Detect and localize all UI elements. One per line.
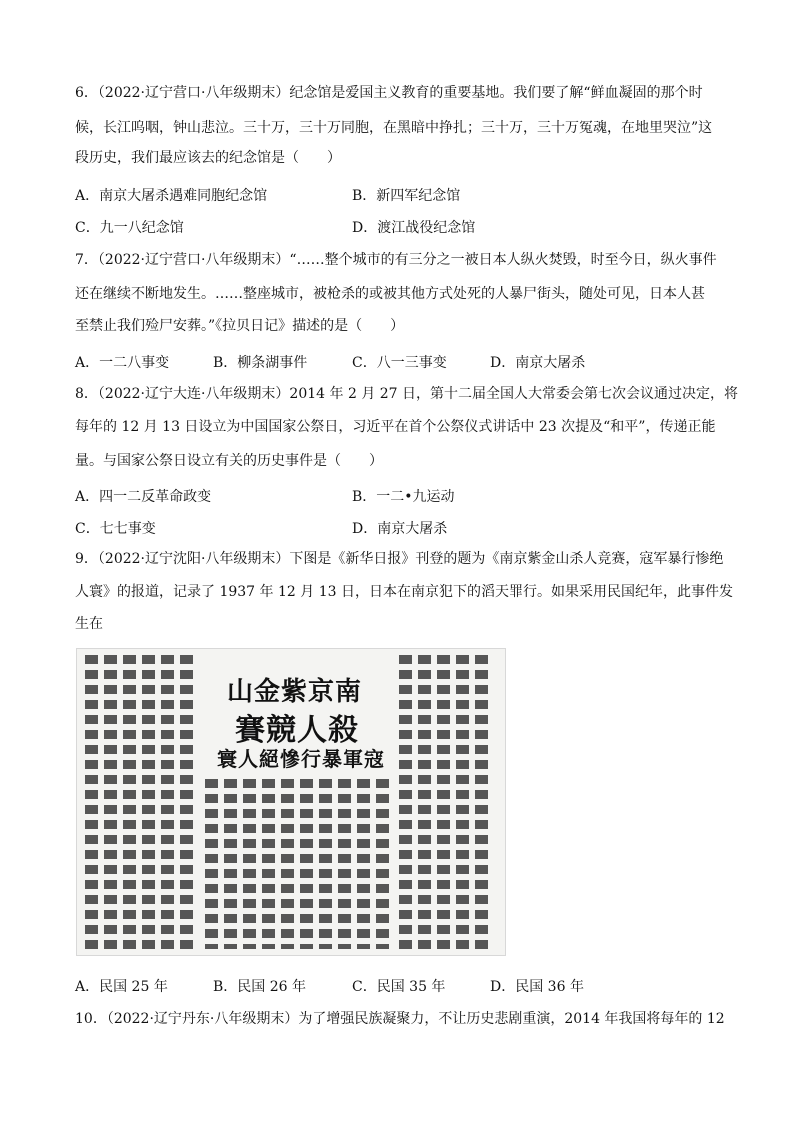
q9-option-c[interactable]: C．民国 35 年 — [352, 979, 446, 995]
q8-option-a[interactable]: A．四一二反革命政变 — [75, 489, 212, 505]
q7-line-1: 7．（2022·辽宁营口·八年级期末）“……整个城市的有三分之一被日本人纵火焚毁，时至今日，纵火事件 — [75, 252, 717, 268]
q7-option-a[interactable]: A．一二八事变 — [75, 355, 170, 371]
clipping-headline-3: 寰人絕慘行暴軍寇 — [217, 747, 385, 771]
q6-line-3: 段历史，我们最应该去的纪念馆是（ ） — [75, 150, 341, 166]
q8-line-2: 每年的 12 月 13 日设立为中国国家公祭日，习近平在首个公祭仪式讲话中 23 次提及“和平”，传递正能 — [75, 419, 716, 435]
q6-option-a[interactable]: A．南京大屠杀遇难同胞纪念馆 — [75, 188, 268, 204]
q8-line-3: 量。与国家公祭日设立有关的历史事件是（ ） — [75, 453, 383, 469]
clipping-headline-2: 賽競人殺 — [235, 713, 359, 748]
newspaper-clipping-image — [76, 648, 506, 956]
q8-line-1: 8．（2022·辽宁大连·八年级期末）2014 年 2 月 27 日，第十二届全国人大常委会第七次会议通过决定，将 — [75, 386, 739, 402]
q6-option-d[interactable]: D．渡江战役纪念馆 — [352, 220, 476, 236]
q8-option-d[interactable]: D．南京大屠杀 — [352, 521, 448, 537]
q6-option-b[interactable]: B．新四军纪念馆 — [352, 188, 461, 204]
q10-line-1: 10．（2022·辽宁丹东·八年级期末）为了增强民族凝聚力，不让历史悲剧重演，2014 年我国将每年的 12 — [75, 1011, 725, 1027]
q9-option-d[interactable]: D．民国 36 年 — [490, 979, 584, 995]
q7-option-d[interactable]: D．南京大屠杀 — [490, 355, 586, 371]
q6-option-c[interactable]: C．九一八纪念馆 — [75, 220, 184, 236]
q9-line-3: 生在 — [75, 616, 103, 632]
q7-option-c[interactable]: C．八一三事变 — [352, 355, 447, 371]
q9-option-b[interactable]: B．民国 26 年 — [213, 979, 307, 995]
q6-line-1: 6．（2022·辽宁营口·八年级期末）纪念馆是爱国主义教育的重要基地。我们要了解“鲜血凝固的那个时 — [75, 85, 703, 101]
q8-option-c[interactable]: C．七七事变 — [75, 521, 156, 537]
q8-option-b[interactable]: B．一二•九运动 — [352, 489, 455, 505]
q6-line-2: 候，长江呜咽，钟山悲泣。三十万，三十万同胞，在黑暗中挣扎；三十万，三十万冤魂，在地里哭泣”这 — [75, 120, 713, 136]
q9-option-a[interactable]: A．民国 25 年 — [75, 979, 168, 995]
clipping-headline-1: 山金紫京南 — [227, 677, 363, 707]
q7-line-3: 至禁止我们殓尸安葬。”《拉贝日记》描述的是（ ） — [75, 318, 405, 334]
q7-line-2: 还在继续不断地发生。……整座城市，被枪杀的或被其他方式处死的人暴尸街头，随处可见，日本人甚 — [75, 286, 705, 302]
q9-line-1: 9．（2022·辽宁沈阳·八年级期末）下图是《新华日报》刊登的题为《南京紫金山杀人竞赛，寇军暴行惨绝 — [75, 551, 724, 567]
q9-line-2: 人寰》的报道，记录了 1937 年 12 月 13 日，日本在南京犯下的滔天罪行。如果采用民国纪年，此事件发 — [75, 584, 733, 600]
q7-option-b[interactable]: B．柳条湖事件 — [213, 355, 308, 371]
